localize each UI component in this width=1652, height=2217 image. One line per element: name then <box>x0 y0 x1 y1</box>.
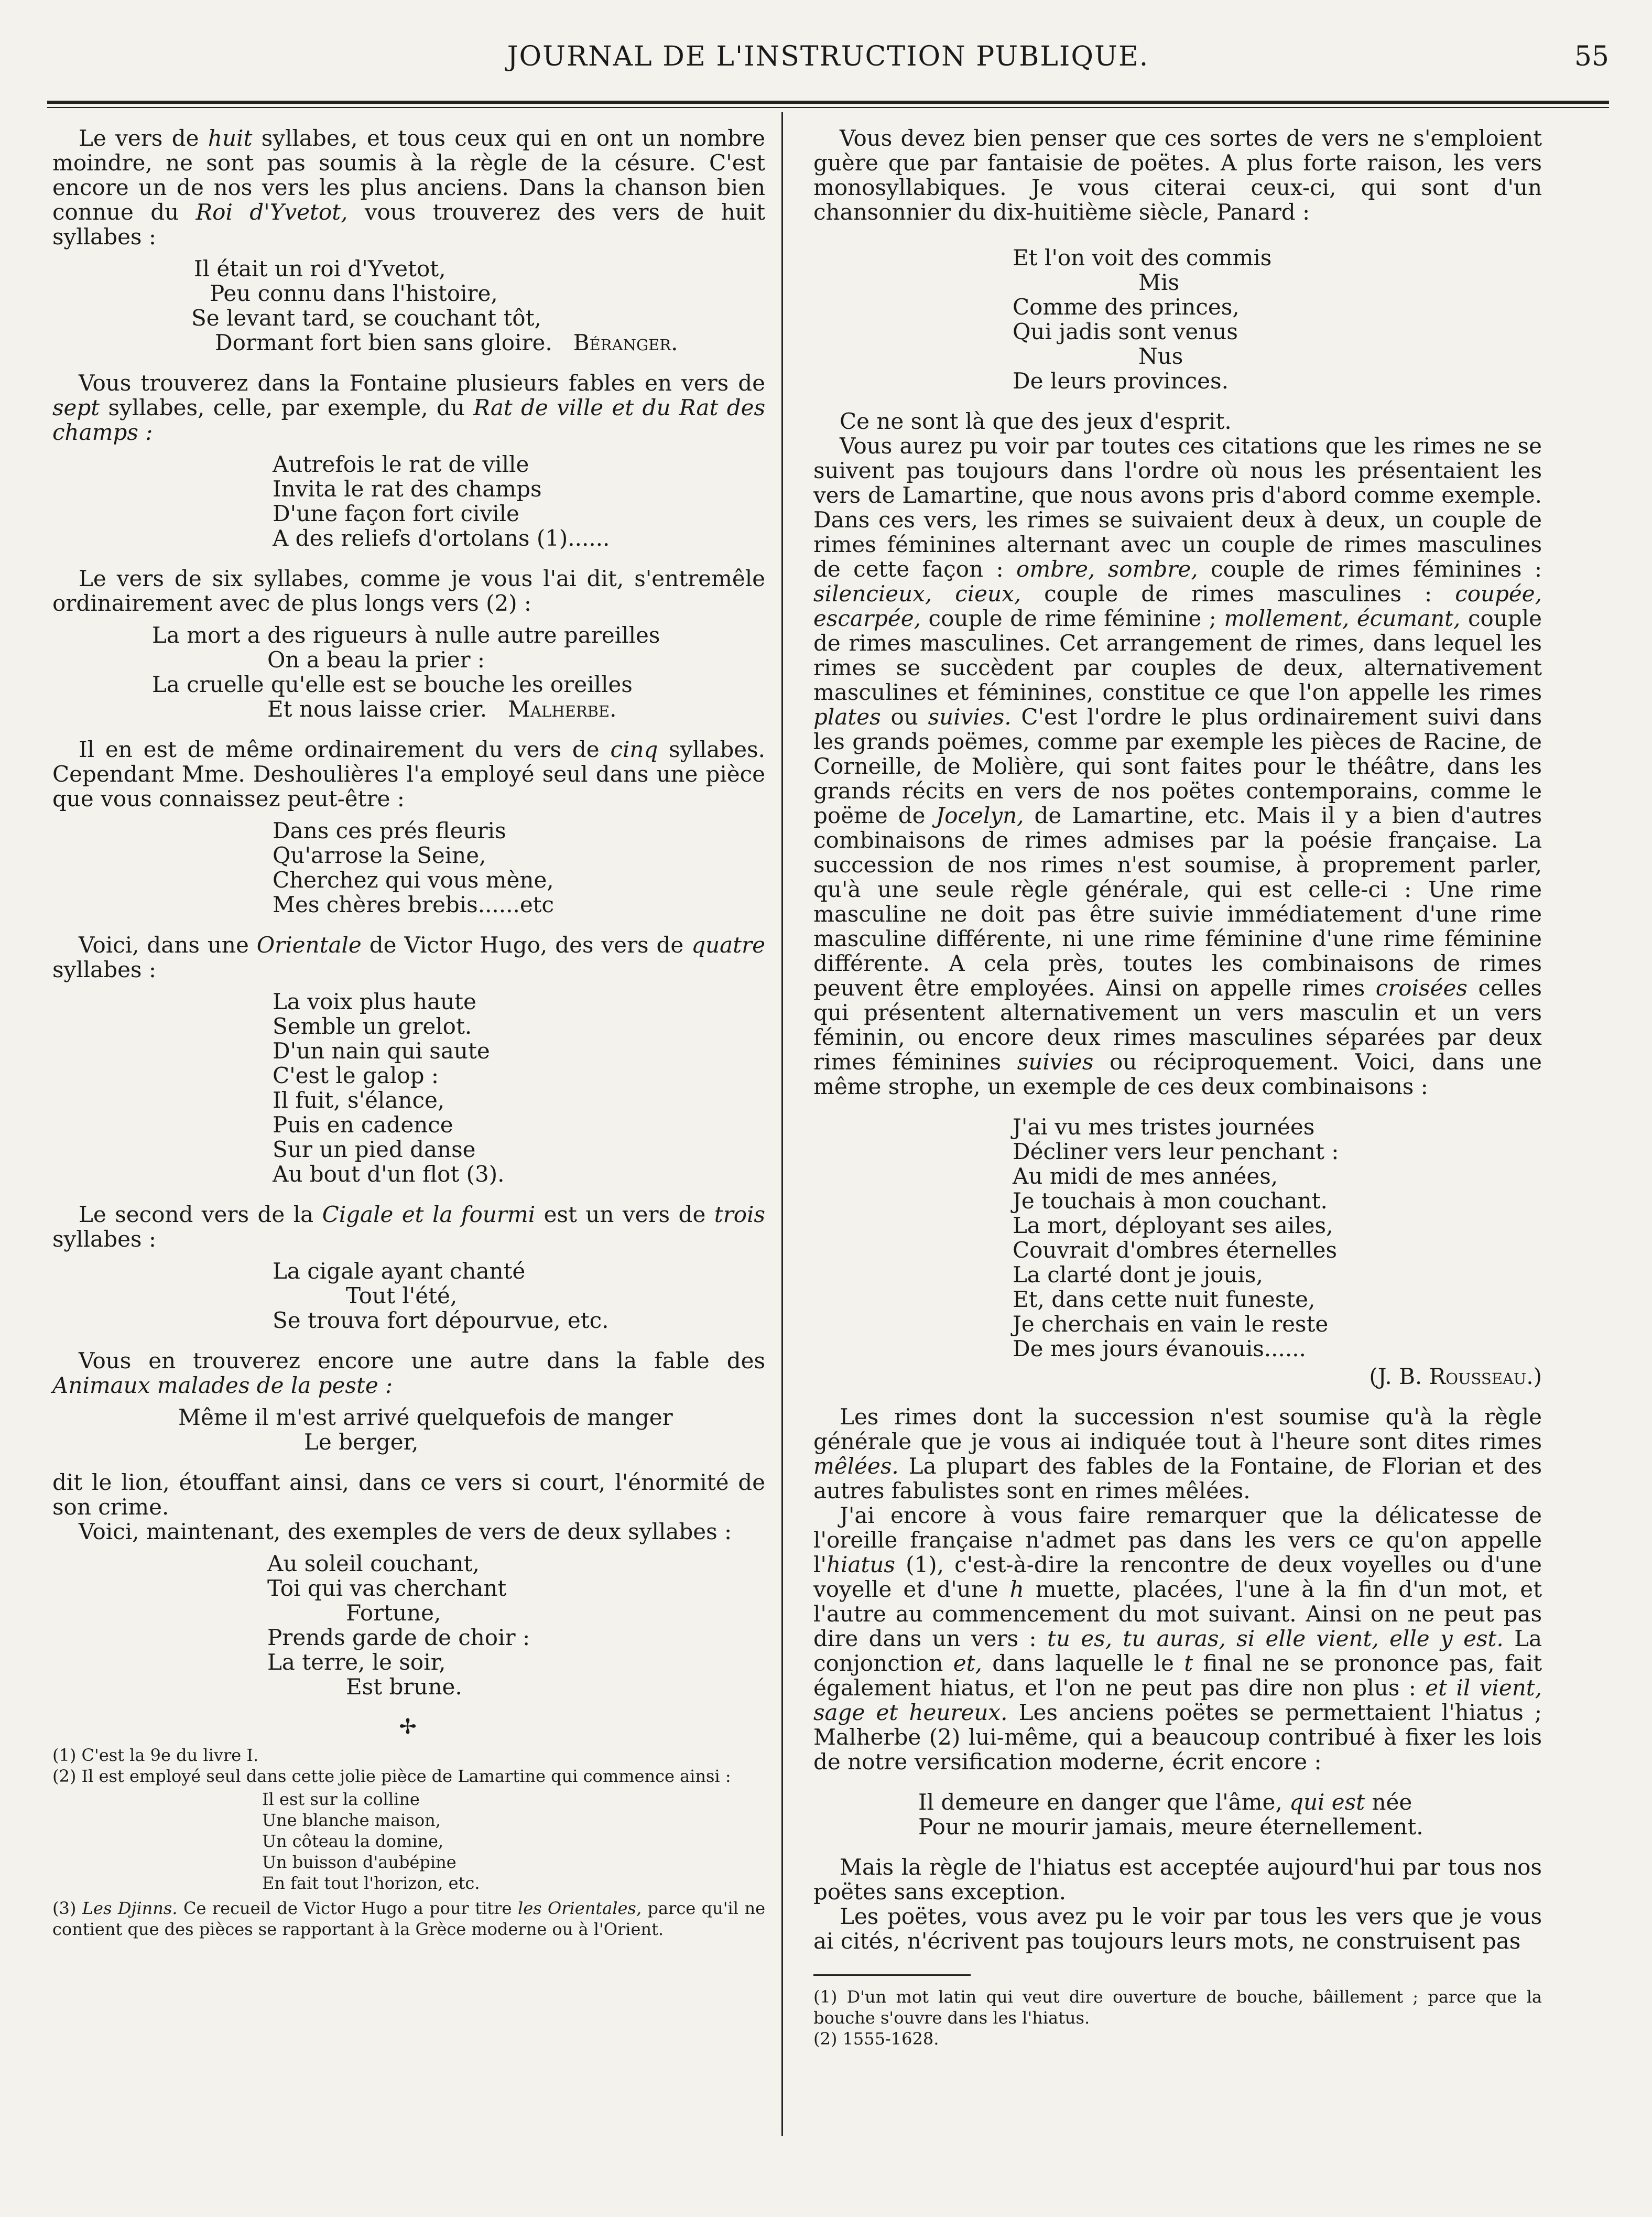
verse-line: Tout l'été, <box>346 1283 458 1308</box>
verse-line: Qu'arrose la Seine, <box>273 842 486 868</box>
verse-line: J'ai vu mes tristes journées <box>1013 1114 1315 1140</box>
verse-block <box>918 1790 1542 1839</box>
verse-line: Cherchez qui vous mène, <box>273 867 554 893</box>
verse-line: Au midi de mes années, <box>1013 1163 1278 1189</box>
verse-line: Sur un pied danse <box>273 1137 476 1162</box>
verse-line: Même il m'est arrivé quelquefois de manger <box>178 1404 673 1430</box>
verse-line: Se levant tard, se couchant tôt, <box>191 305 541 331</box>
paragraph: Le vers de six syllabes, comme je vous l'ai dit, s'entremêle ordinairement avec de plus longs vers (2) : <box>52 566 765 616</box>
attribution: (J. B. Rousseau.) <box>1369 1364 1542 1389</box>
verse-line: Et, dans cette nuit funeste, <box>1013 1286 1316 1312</box>
paragraph: Vous aurez pu voir par toutes ces citations que les rimes ne se suivent pas toujours dans l'ordre où nous les présentaient les vers de Lamartine, que nous avons pris d'abord comme exemple. Dans ces vers, les rimes se suivaient deux à deux, un couple de rimes féminines alternant avec un couple de rimes masculines de cette façon : ombre, sombre, couple de rimes féminines : silencieux, cieux, couple de rimes masculines : coupée, escarpée, couple de rime féminine ; mollement, écumant, couple de rimes masculines. Cet arrangement de rimes, dans lequel les rimes se succèdent par couples de deux, alternativement masculines et féminines, constitue ce que l'on appelle les rimes plates ou suivies. C'est l'ordre le plus ordinairement suivi dans les grands poëmes, comme par exemple les pièces de Racine, de Corneille, de Molière, qui sont faites pour le théâtre, dans les grands récits en vers de nos poëtes contemporains, comme le poëme de Jocelyn, de Lamartine, etc. Mais il y a bien d'autres combinaisons de rimes admises par la poésie française. La succession de nos rimes n'est soumise, à proprement parler, qu'à une seule règle générale, qui est celle-ci : Une rime masculine ne doit pas être suivie immédiatement d'une rime masculine différente, ni une rime féminine d'une rime féminine différente. A cela près, toutes les combinaisons de rimes peuvent être employées. Ainsi on appelle rimes croisées celles qui présentent alternativement un vers masculin et un vers féminin, ou encore deux rimes masculines séparées par deux rimes féminines suivies ou réciproquement. Voici, dans une même strophe, un exemple de ces deux combinaisons : <box>813 433 1542 1099</box>
paragraph: J'ai encore à vous faire remarquer que la délicatesse de l'oreille française n'admet pas dans les vers ce qu'on appelle l'hiatus (1), c'est-à-dire la rencontre de deux voyelles ou d'une voyelle et d'une h muette, placées, l'une à la fin d'un mot, et l'autre au commencement du mot suivant. Ainsi on ne peut pas dire dans un vers : tu es, tu auras, si elle vient, elle y est. La conjonction et, dans laquelle le t final ne se prononce pas, fait également hiatus, et l'on ne peut pas dire non plus : et il vient, sage et heureux. Les anciens poëtes se permettaient l'hiatus ; Malherbe (2) lui-même, qui a beaucoup contribué à fixer les lois de notre versification moderne, écrit encore : <box>813 1502 1542 1775</box>
verse-block <box>273 989 765 1186</box>
verse-line: Dans ces prés fleuris <box>273 818 506 843</box>
footnote-rule <box>813 1974 971 1976</box>
verse-block <box>191 256 765 355</box>
paragraph: dit le lion, étouffant ainsi, dans ce vers si court, l'énormité de son crime. <box>52 1469 765 1520</box>
footnote: (1) D'un mot latin qui veut dire ouverture de bouche, bâillement ; parce que la bouche s'ouvre dans les l'hiatus. <box>813 1987 1542 2028</box>
verse-block <box>273 452 765 550</box>
verse-line: Toi qui vas cherchant <box>267 1575 507 1601</box>
verse-line: Un côteau la domine, <box>262 1831 444 1851</box>
verse-line: Prends garde de choir : <box>267 1625 530 1650</box>
verse-block <box>1013 1115 1542 1361</box>
verse-line: Mis <box>1138 269 1179 295</box>
attribution: Malherbe. <box>508 696 617 722</box>
attribution: Béranger. <box>573 330 678 355</box>
verse-line: Semble un grelot. <box>273 1013 472 1039</box>
verse-line: La voix plus haute <box>273 989 476 1014</box>
footnote: (2) 1555-1628. <box>813 2029 939 2049</box>
verse-block <box>273 1259 765 1333</box>
paragraph: Vous devez bien penser que ces sortes de vers ne s'emploient guère que par fantaisie de poëtes. A plus forte raison, les vers monosyllabiques. Je vous citerai ceux-ci, qui sont d'un chansonnier du dix-huitième siècle, Panard : <box>813 125 1542 225</box>
verse-line: Nus <box>1138 343 1183 369</box>
verse-line: De mes jours évanouis...... <box>1013 1336 1306 1361</box>
paragraph: Les rimes dont la succession n'est soumise qu'à la règle générale que je vous ai indiquée tout à l'heure sont dites rimes mêlées. La plupart des fables de la Fontaine, de Florian et des autres fabulistes sont en rimes mêlées. <box>813 1404 1542 1504</box>
verse-line: Couvrait d'ombres éternelles <box>1013 1237 1338 1263</box>
verse-line: Je cherchais en vain le reste <box>1013 1311 1329 1337</box>
verse-line: A des reliefs d'ortolans (1)...... <box>273 525 610 551</box>
paragraph: Le second vers de la Cigale et la fourmi est un vers de trois syllabes : <box>52 1202 765 1252</box>
verse-line: Une blanche maison, <box>262 1810 441 1830</box>
verse-block <box>178 1405 765 1454</box>
verse-line: Et nous laisse crier. <box>267 696 487 722</box>
left-column <box>52 126 765 1940</box>
paragraph: Vous en trouverez encore une autre dans la fable des Animaux malades de la peste : <box>52 1348 765 1398</box>
header-rule-thick <box>47 101 1609 104</box>
verse-line: Et l'on voit des commis <box>1013 245 1272 271</box>
verse-line: Au bout d'un flot (3). <box>273 1161 505 1187</box>
verse-line: Un buisson d'aubépine <box>262 1852 457 1872</box>
verse-line: La cruelle qu'elle est se bouche les oreilles <box>152 672 633 697</box>
footnote: (3) Les Djinns. Ce recueil de Victor Hugo a pour titre les Orientales, parce qu'il ne contient que des pièces se rapportant à la Grèce moderne ou à l'Orient. <box>52 1898 766 1939</box>
verse-line: Comme des princes, <box>1013 294 1240 320</box>
paragraph: Il en est de même ordinairement du vers de cinq syllabes. Cependant Mme. Deshoulières l'a employé seul dans une pièce que vous connaissez peut-être : <box>52 737 765 812</box>
verse-line: Invita le rat des champs <box>273 476 542 502</box>
ornament: ✢ <box>399 1715 419 1739</box>
paragraph: Ce ne sont là que des jeux d'esprit. <box>840 408 1232 434</box>
verse-line: La mort a des rigueurs à nulle autre pareilles <box>152 622 660 648</box>
column-divider <box>781 112 783 2136</box>
verse-line: Qui jadis sont venus <box>1013 319 1238 344</box>
verse-line: La mort, déployant ses ailes, <box>1013 1213 1333 1238</box>
verse-line: On a beau la prier : <box>267 647 485 673</box>
verse-line: La cigale ayant chanté <box>273 1258 526 1284</box>
page-header <box>47 37 1609 84</box>
verse-line: Est brune. <box>346 1674 462 1700</box>
verse-line: C'est le galop : <box>273 1063 439 1088</box>
verse-line: Décliner vers leur penchant : <box>1013 1139 1339 1164</box>
verse-line: Il est sur la colline <box>262 1789 420 1809</box>
verse-line: Autrefois le rat de ville <box>273 451 529 477</box>
verse-line: Il demeure en danger que l'âme, qui est née <box>918 1789 1412 1815</box>
verse-block <box>273 818 765 917</box>
verse-line: Il fuit, s'élance, <box>273 1087 445 1113</box>
paragraph: Vous trouverez dans la Fontaine plusieurs fables en vers de sept syllabes, celle, par exemple, du Rat de ville et du Rat des champs : <box>52 370 765 445</box>
verse-line: En fait tout l'horizon, etc. <box>262 1873 480 1893</box>
verse-line: Fortune, <box>346 1600 441 1626</box>
journal-title: JOURNAL DE L'INSTRUCTION PUBLIQUE. <box>507 41 1149 72</box>
paragraph: Voici, maintenant, des exemples de vers de deux syllabes : <box>79 1519 732 1544</box>
verse-line: Pour ne mourir jamais, meure éternellement. <box>918 1814 1423 1840</box>
header-rule-thin <box>47 107 1609 108</box>
verse-block <box>1013 245 1542 393</box>
verse-line: Se trouva fort dépourvue, etc. <box>273 1307 609 1333</box>
verse-block <box>267 1551 765 1699</box>
footnotes <box>52 1745 765 1940</box>
paragraph: Mais la règle de l'hiatus est acceptée aujourd'hui par tous nos poëtes sans exception. <box>813 1854 1542 1905</box>
verse-line: La clarté dont je jouis, <box>1013 1262 1263 1288</box>
verse-line: Il était un roi d'Yvetot, <box>194 256 446 282</box>
verse-line: D'un nain qui saute <box>273 1038 490 1064</box>
footnote-verse <box>262 1789 765 1894</box>
right-column <box>813 126 1542 2049</box>
paragraph: Les poëtes, vous avez pu le voir par tous les vers que je vous ai cités, n'écrivent pas toujours leurs mots, ne construisent pas <box>813 1904 1542 1954</box>
verse-line: La terre, le soir, <box>267 1649 446 1675</box>
verse-line: Au soleil couchant, <box>267 1551 480 1576</box>
paragraph: Voici, dans une Orientale de Victor Hugo, des vers de quatre syllabes : <box>52 932 765 982</box>
footnote: (2) Il est employé seul dans cette jolie pièce de Lamartine qui commence ainsi : <box>52 1766 731 1786</box>
footnote: (1) C'est la 9e du livre I. <box>52 1745 259 1765</box>
verse-line: D'une façon fort civile <box>273 501 519 526</box>
paragraph: Le vers de huit syllabes, et tous ceux qui en ont un nombre moindre, ne sont pas soumis à la règle de la césure. C'est encore un de nos vers les plus anciens. Dans la chanson bien connue du Roi d'Yvetot, vous trouverez des vers de huit syllabes : <box>52 125 765 250</box>
verse-line: Puis en cadence <box>273 1112 453 1138</box>
page-number: 55 <box>1574 41 1609 72</box>
verse-line: Mes chères brebis......etc <box>273 892 555 917</box>
verse-line: Le berger, <box>304 1429 419 1455</box>
verse-line: De leurs provinces. <box>1013 368 1229 394</box>
verse-line: Dormant fort bien sans gloire. <box>215 330 552 355</box>
verse-block <box>152 623 765 721</box>
footnotes <box>813 1986 1542 2049</box>
verse-line: Peu connu dans l'histoire, <box>210 280 498 306</box>
verse-line: Je touchais à mon couchant. <box>1013 1188 1328 1214</box>
